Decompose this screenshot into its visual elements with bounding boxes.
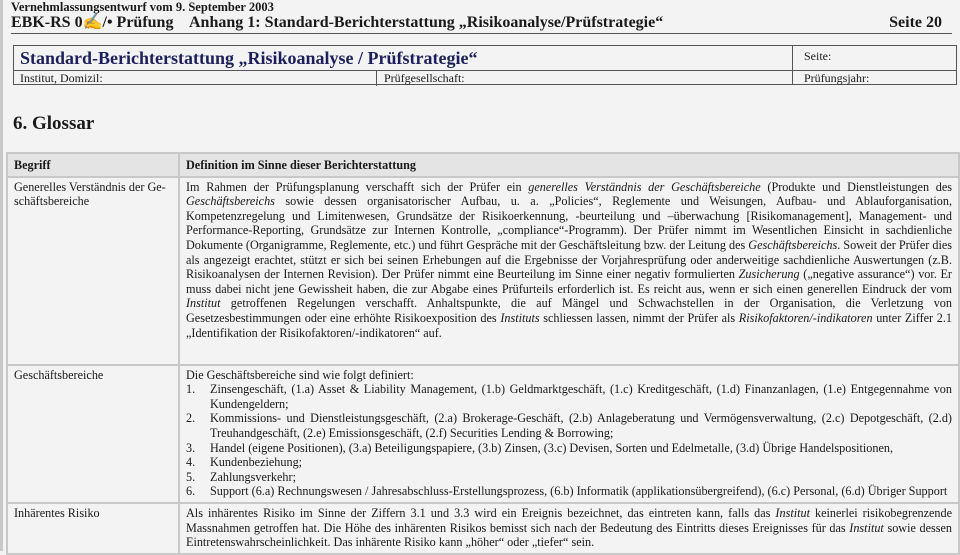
pruefgesellschaft-label: Prüfgesellschaft: (384, 71, 465, 85)
glossary-table (6, 152, 960, 555)
business-areas-list (186, 382, 952, 499)
term-cell: Geschäftsbereiche (7, 365, 179, 503)
page-number: Seite 20 (889, 14, 942, 31)
form-seite-label: Seite: (804, 49, 832, 63)
table-row (7, 365, 959, 503)
form-title: Standard-Berichterstattung „Risikoanalyse / Prüfstrategie“ (20, 48, 478, 68)
draft-note: Vernehmlassungsentwurf vom 9. September 2003 (11, 0, 274, 14)
form-divider (376, 71, 377, 86)
annex-title: Anhang 1: Standard-Berichterstattung „Risikoanalyse/Prüfstrategie“ (189, 14, 664, 31)
list-item: 3. Handel (eigene Positionen), (3.a) Beteiligungspapiere, (3.b) Zinsen, (3.c) Devisen, Sorten und Edelmetalle, (3.d) Übrige Handelspositionen, (186, 440, 893, 455)
list-item: 5. Zahlungsverkehr; (186, 469, 296, 484)
report-form-header (13, 45, 957, 85)
definition-intro: Die Geschäftsbereiche sind wie folgt definiert: (186, 367, 414, 382)
column-header-term: Begriff (7, 153, 179, 177)
definition-cell (179, 365, 959, 503)
page-header (11, 13, 952, 34)
section-title: 6. Glossar (13, 113, 95, 134)
doc-id: EBK-RS 0✍/• Prüfung (11, 14, 174, 31)
column-header-definition: Definition im Sinne dieser Berichterstattung (179, 153, 959, 177)
institut-label: Institut, Domizil: (20, 71, 103, 85)
term-cell: Inhärentes Risiko (7, 503, 179, 554)
list-item: 2. Kommissions- und Dienstleistungsgeschäft, (2.a) Brokerage-Geschäft, (2.b) Anlageberatung und Vermögensverwaltung, (2.c) Depotgeschäft, (2.d) Treuhandgeschäft, (2.e) Emissionsgeschäft, (2.f) Securities Lending & Borrowing; (186, 411, 952, 440)
table-header-row (7, 153, 959, 177)
definition-cell (179, 177, 959, 365)
list-item: 4. Kundenbeziehung; (186, 455, 303, 470)
definition-text: Als inhärentes Risiko im Sinne der Ziffern 3.1 und 3.3 wird ein Ereignis bezeichnet, das eintreten kann, falls das Institut keinerlei risikobegrenzende Massnahmen getroffen hat. Die Höhe des inhärenten Risikos bemisst sich nach der Bedeutung des Eintritts dieses Ereignisses für das Institut sowie dessen Eintretenswahrscheinlichkeit. Das inhärente Risiko kann „höher“ oder „tiefer“ sein. (186, 505, 952, 550)
term-cell: Generelles Verständnis der Geschäftsbereiche (7, 177, 179, 365)
list-item: 1. Zinsengeschäft, (1.a) Asset & Liability Management, (1.b) Geldmarktgeschäft, (1.c) Kreditgeschäft, (1.d) Finanzanlagen, (1.e) Entgegennahme von Kundengeldern; (186, 382, 952, 411)
table-row (7, 503, 959, 554)
form-info-row (14, 70, 956, 86)
table-row (7, 177, 959, 365)
list-item: 6. Support (6.a) Rechnungswesen / Jahresabschluss-Erstellungsprozess, (6.b) Informatik (applikationsübergreifend), (6.c) Personal, (6.d) Übriger Support (186, 484, 948, 499)
definition-text: Im Rahmen der Prüfungsplanung verschafft sich der Prüfer ein generelles Verständnis der Geschäftsbereiche (Produkte und Dienstleistungen des Geschäftsbereichs sowie dessen organisatorischer Aufbau, u. a. „Policies“, Reglemente und Weisungen, Aufbau- und Ablauforganisation, Kompetenzregelung und Limitenwesen, Grundsätze der Risikoerkennung, -beurteilung und –überwachung [Risikomanagement], Management- und Performance-Reporting, Grundsätze zur Internen Kontrolle, „compliance“-Programm). Der Prüfer nimmt im Wesentlichen Einsicht in sachdienliche Dokumente (Organigramme, Reglemente, etc.) und führt Gespräche mit der Geschäftsleitung bzw. der Leitung des Geschäftsbereichs. Soweit der Prüfer dies als angezeigt erachtet, stützt er sich bei seinen Erhebungen auf die Ergebnisse der Vorjahresprüfung oder anderweitige sachdienliche Auswertungen (z.B. Risikoanalysen der Internen Revision). Der Prüfer nimmt eine Beurteilung im Sinne einer negativ formulierten Zusicherung („negative assurance“) vor. Er muss dabei nicht jene Gewissheit haben, die zur Abgabe eines Prüfurteils erforderlich ist. Es reicht aus, wenn er sich einen generellen Eindruck der vom Institut getroffenen Regelungen verschafft. Anhaltspunkte, die auf Mängel und Schwachstellen in der Organisation, die Verletzung von Gesetzesbestimmungen oder eine erhöhte Risikoexposition des Instituts schliessen lassen, nimmt der Prüfer als Risikofaktoren/-indikatoren unter Ziffer 2.1 „Identifikation der Risikofaktoren/-indikatoren“ auf. (186, 179, 952, 340)
pruefungsjahr-label: Prüfungsjahr: (804, 71, 870, 85)
definition-cell (179, 503, 959, 554)
